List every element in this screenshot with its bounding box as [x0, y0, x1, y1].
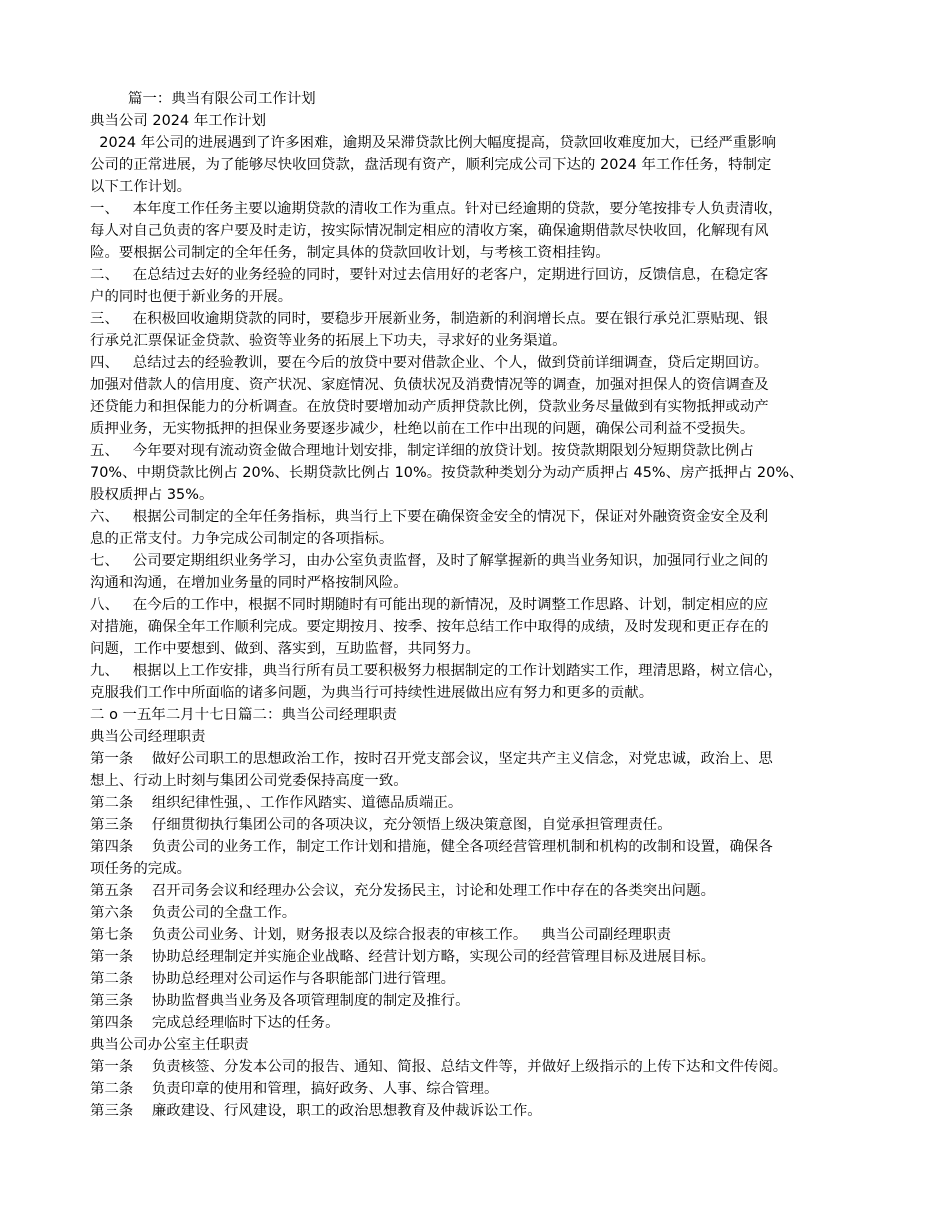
text-line: 第二条 协助总经理对公司运作与各职能部门进行管理。	[90, 971, 456, 987]
text-line: 第四条 完成总经理临时下达的任务。	[90, 1015, 340, 1031]
text-line: 沟通和沟通，在增加业务量的同时严格按制风险。	[90, 575, 408, 591]
text-line: 对措施，确保全年工作顺利完成。要定期按月、按季、按年总结工作中取得的成绩，及时发现和更正存在的	[90, 619, 769, 635]
text-line: 第二条 组织纪律性强，、工作作风踏实、道德品质端正。	[90, 795, 463, 811]
section-heading: 典当公司办公室主任职责	[90, 1037, 249, 1053]
text-line: 问题，工作中要想到、做到、落实到，互助监督，共同努力。	[90, 641, 480, 657]
text-line: 想上、行动上时刻与集团公司党委保持高度一致。	[90, 773, 408, 789]
text-line: 股权质押占 35%。	[90, 487, 214, 503]
text-line: 以下工作计划。	[90, 179, 192, 195]
text-line: 息的正常支付。力争完成公司制定的各项指标。	[90, 531, 394, 547]
text-line: 户的同时也便于新业务的开展。	[90, 289, 293, 305]
text-line: 第五条 召开司务会议和经理办公会议，充分发扬民主，讨论和处理工作中存在的各类突出问题。	[90, 883, 716, 899]
section-heading: 典当公司经理职责	[90, 729, 206, 745]
text-line: 还贷能力和担保能力的分析调查。在放贷时要增加动产质押贷款比例，贷款业务尽量做到有实物抵押或动产	[90, 399, 769, 415]
text-line: 每人对自己负责的客户要及时走访，按实际情况制定相应的清收方案，确保逾期借款尽快收回，化解现有风	[90, 223, 769, 239]
text-line: 加强对借款人的信用度、资产状况、家庭情况、负债状况及消费情况等的调查，加强对担保人的资信调查及	[90, 377, 769, 393]
text-line: 六、 根据公司制定的全年任务指标，典当行上下要在确保资金安全的情况下，保证对外融资资金安全及利	[90, 509, 769, 525]
text-line: 第一条 做好公司职工的思想政治工作，按时召开党支部会议，坚定共产主义信念，对党忠诚，政治上、思	[90, 751, 773, 767]
text-line: 2024 年公司的进展遇到了许多困难，逾期及呆滞贷款比例大幅度提高，贷款回收难度加大，已经严重影响	[90, 135, 777, 151]
text-line: 五、 今年要对现有流动资金做合理地计划安排，制定详细的放贷计划。按贷款期限划分短期贷款比例占	[90, 443, 754, 459]
text-line: 第七条 负责公司业务、计划，财务报表以及综合报表的审核工作。 典当公司副经理职责	[90, 927, 672, 943]
text-line: 八、 在今后的工作中，根据不同时期随时有可能出现的新情况，及时调整工作思路、计划，制定相应的应	[90, 597, 769, 613]
text-line: 二、 在总结过去好的业务经验的同时，要针对过去信用好的老客户，定期进行回访，反馈信息，在稳定客	[90, 267, 769, 283]
text-line: 公司的正常进展，为了能够尽快收回贷款，盘活现有资产，顺利完成公司下达的 2024 年工作任务，特制定	[90, 157, 772, 173]
text-line: 行承兑汇票保证金贷款、验资等业务的拓展上下功夫，寻求好的业务渠道。	[90, 333, 567, 349]
text-line: 第四条 负责公司的业务工作，制定工作计划和措施，健全各项经营管理机制和机构的改制和设置，确保各	[90, 839, 773, 855]
document-heading: 篇一：典当有限公司工作计划	[128, 91, 316, 107]
text-line: 一、 本年度工作任务主要以逾期贷款的清收工作为重点。针对已经逾期的贷款，要分笔按排专人负责清收，	[90, 201, 783, 217]
text-line: 七、 公司要定期组织业务学习，由办公室负责监督，及时了解掌握新的典当业务知识，加强同行业之间的	[90, 553, 769, 569]
text-line: 二 o 一五年二月十七日篇二：典当公司经理职责	[90, 707, 397, 723]
text-line: 克服我们工作中所面临的诸多问题，为典当行可持续性进展做出应有努力和更多的贡献。	[90, 685, 654, 701]
text-line: 项任务的完成。	[90, 861, 192, 877]
text-line: 四、 总结过去的经验教训，要在今后的放贷中要对借款企业、个人，做到贷前详细调查，贷后定期回访。	[90, 355, 769, 371]
text-line: 质押业务，无实物抵押的担保业务要逐步减少，杜绝以前在工作中出现的问题，确保公司利益不受损失。	[90, 421, 755, 437]
text-line: 第三条 仔细贯彻执行集团公司的各项决议，充分领悟上级决策意图，自觉承担管理责任。	[90, 817, 672, 833]
text-line: 第一条 负责核签、分发本公司的报告、通知、简报、总结文件等，并做好上级指示的上传下达和文件传阅。	[90, 1059, 788, 1075]
text-line: 险。要根据公司制定的全年任务，制定具体的贷款回收计划，与考核工资相挂钩。	[90, 245, 610, 261]
text-line: 第一条 协助总经理制定并实施企业战略、经营计划方略，实现公司的经营管理目标及进展目标。	[90, 949, 716, 965]
text-line: 第三条 廉政建设、行风建设，职工的政治思想教育及仲裁诉讼工作。	[90, 1103, 542, 1119]
text-line: 70%、中期贷款比例占 20%、长期贷款比例占 10%。按贷款种类划分为动产质押占 45%、房产抵押占 20%、	[90, 465, 804, 481]
text-line: 三、 在积极回收逾期贷款的同时，要稳步开展新业务，制造新的利润增长点。要在银行承兑汇票贴现、银	[90, 311, 769, 327]
document-title: 典当公司 2024 年工作计划	[90, 113, 267, 129]
text-line: 九、 根据以上工作安排，典当行所有员工要积极努力根据制定的工作计划踏实工作，理清思路，树立信心，	[90, 663, 783, 679]
text-line: 第二条 负责印章的使用和管理，搞好政务、人事、综合管理。	[90, 1081, 499, 1097]
text-line: 第六条 负责公司的全盘工作。	[90, 905, 297, 921]
text-line: 第三条 协助监督典当业务及各项管理制度的制定及推行。	[90, 993, 470, 1009]
